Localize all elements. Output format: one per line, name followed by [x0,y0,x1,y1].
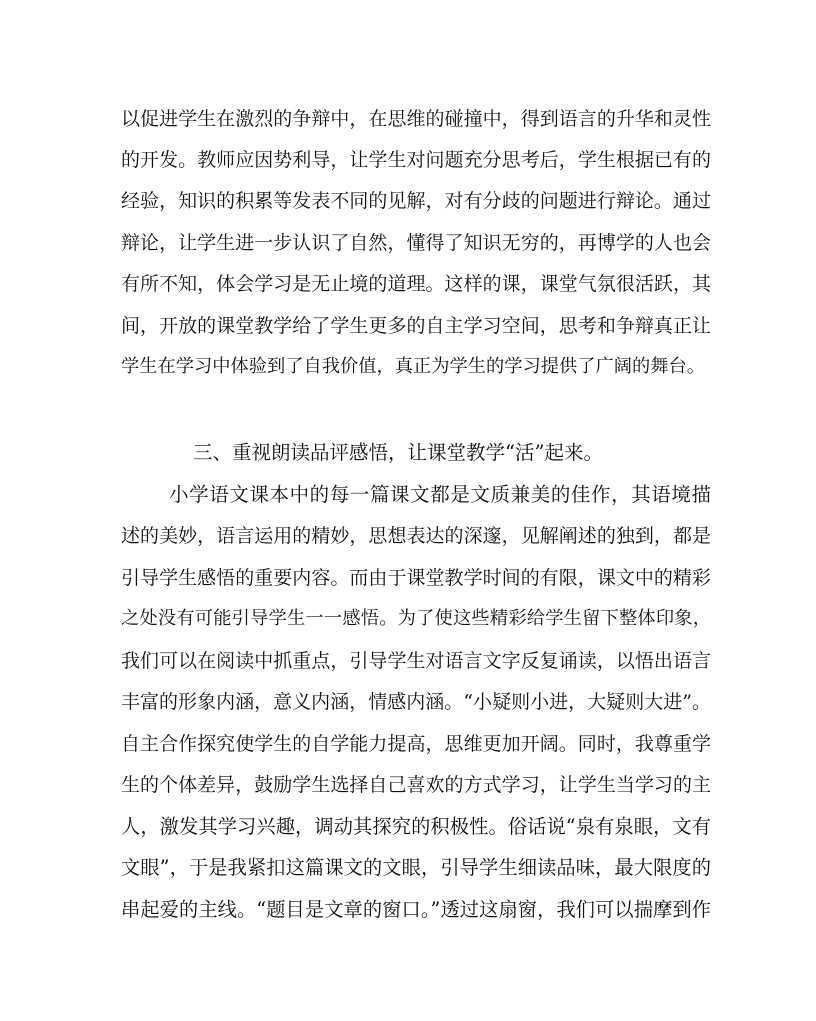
paragraph-line: 人，激发其学习兴趣，调动其探究的积极性。俗话说“泉有泉眼，文有 [121,815,711,838]
paragraph-line: 述的美妙，语言运用的精妙，思想表达的深邃，见解阐述的独到，都是 [121,525,711,547]
paragraph-line: 我们可以在阅读中抓重点，引导学生对语言文字反复诵读，以悟出语言 [121,650,711,672]
paragraph-line: 小学语文课本中的每一篇课文都是文质兼美的佳作，其语境描 [169,483,711,506]
paragraph-line: 学生在学习中体验到了自我价值，真正为学生的学习提供了广阔的舞台。 [121,356,705,377]
paragraph-line: 经验，知识的积累等发表不同的见解，对有分歧的问题进行辩论。通过 [121,190,711,212]
paragraph-line: 丰富的形象内涵，意义内涵，情感内涵。“小疑则小进，大疑则大进”。 [121,691,711,713]
paragraph-line: 串起爱的主线。“题目是文章的窗口。”透过这扇窗，我们可以揣摩到作 [121,898,711,921]
paragraph-line: 文眼”，于是我紧扣这篇课文的文眼，引导学生细读品味，最大限度的 [121,856,711,879]
paragraph-line: 有所不知，体会学习是无止境的道理。这样的课，课堂气氛很活跃，其 [121,273,711,295]
paragraph-line: 辩论，让学生进一步认识了自然，懂得了知识无穷的，再博学的人也会 [121,232,711,254]
paragraph-line: 引导学生感悟的重要内容。而由于课堂教学时间的有限，课文中的精彩 [121,567,711,589]
paragraph-line: 生的个体差异，鼓励学生选择自己喜欢的方式学习，让学生当学习的主 [121,774,711,796]
paragraph-line: 以促进学生在激烈的争辩中，在思维的碰撞中，得到语言的升华和灵性 [121,108,711,130]
paragraph-line: 间，开放的课堂教学给了学生更多的自主学习空间，思考和争辩真正让 [121,315,711,337]
paragraph-line: 之处没有可能引导学生一一感悟。为了使这些精彩给学生留下整体印象， [121,608,711,629]
paragraph-line: 的开发。教师应因势利导，让学生对问题充分思考后，学生根据已有的 [121,149,711,171]
section-heading: 三、重视朗读品评感悟，让课堂教学“活”起来。 [193,441,603,464]
paragraph-line: 自主合作探究使学生的自学能力提高，思维更加开阔。同时，我尊重学 [121,733,711,755]
